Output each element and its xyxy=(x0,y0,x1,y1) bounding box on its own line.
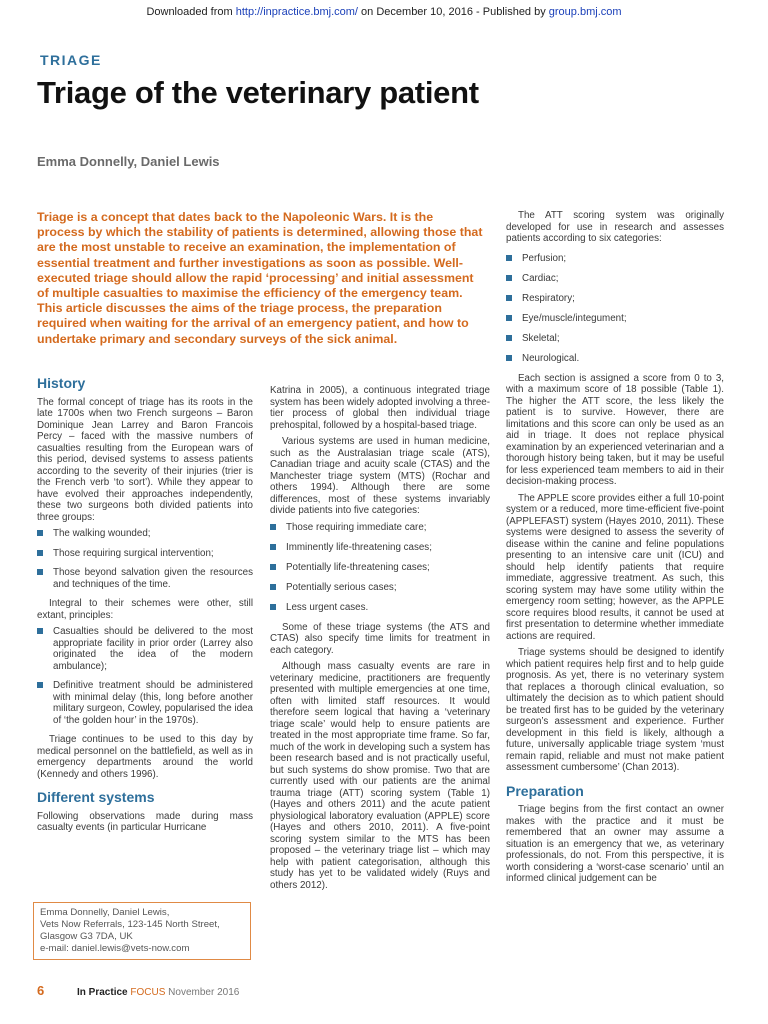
col3-paragraph-3: The APPLE score provides either a full 10-point system or a reduced, more time-efficient five-point (APPLEFAST) system (Hayes 2010, 2011). These systems were designed to assess the severity of disease within the canine and feline populations presenting to an intensive care unit (ICU) and should help identify patients that require immediate, aggressive treatment. As such, this scoring system may have some utility within the emergency room setting; however, as the APPLE score requires blood results, it cannot be used at first presentation to determine whether immediate actions are required. xyxy=(506,492,724,642)
author-email[interactable]: e-mail: daniel.lewis@vets-now.com xyxy=(40,943,190,954)
article-authors: Emma Donnelly, Daniel Lewis xyxy=(37,154,220,169)
list-item: Neurological. xyxy=(506,353,724,365)
address-line-3: Glasgow G3 7DA, UK xyxy=(40,931,133,942)
list-item: Those beyond salvation given the resources and techniques of the time. xyxy=(37,567,253,590)
download-prefix: Downloaded from xyxy=(146,6,236,18)
systems-heading: Different systems xyxy=(37,789,155,805)
list-item: Perfusion; xyxy=(506,253,724,265)
page-footer xyxy=(37,983,737,998)
history-paragraph-1: The formal concept of triage has its roots in the late 1700s when two French surgeons – Baron Dominique Jean Larrey and Baron Francois Percy – faced with the massive numbers of casualties resulting from the European wars of this period, devised systems to assess patients according to the severity of their injuries (trier is the French verb ‘to sort’). While they appear to have evolved their approaches independently, these two surgeons both divided patients into three groups: xyxy=(37,396,253,523)
article-title: Triage of the veterinary patient xyxy=(37,75,479,110)
principles-list xyxy=(37,626,253,726)
publisher-link[interactable]: group.bmj.com xyxy=(548,6,622,18)
issue-date: November 2016 xyxy=(168,987,240,998)
column-3 xyxy=(506,210,724,890)
journal-focus: FOCUS xyxy=(130,987,166,998)
five-categories-list xyxy=(270,522,490,614)
bullet-square-icon xyxy=(270,584,276,590)
bullet-square-icon xyxy=(37,628,43,634)
list-item: Less urgent cases. xyxy=(270,602,490,614)
bullet-square-icon xyxy=(506,355,512,361)
list-item: Imminently life-threatening cases; xyxy=(270,542,490,554)
col2-paragraph-3: Some of these triage systems (the ATS and CTAS) also specify time limits for treatment in each category. xyxy=(270,621,490,656)
col3-paragraph-4: Triage systems should be designed to identify which patient requires help first and to help guide prognosis. As yet, there is no veterinary system that replaces a thorough clinical evaluation, so ultimately the decision as to which patient should be treated first has to be guided by the veterinary surgeon’s assessment and experience. Further development in this field is likely, although a future, universally applicable triage system ‘must remain rapid, reliable and must not make patient assessment cumbersome’ (Chan 2013). xyxy=(506,647,724,773)
col2-paragraph-4: Although mass casualty events are rare in veterinary medicine, practitioners are frequently presented with multiple emergencies at one time, often with limited staff resources. It would therefore seem logical that having a ‘veterinary triage scale’ would help to ensure patients are treated in the most appropriate time frame. So far, much of the work in developing such a system has been research based and is not practically useful, but such systems do show promise. Two that are currently used with our patients are the animal trauma triage (ATT) scoring system (Table 1) (Hayes and others 2011) and the acute patient physiological laboratory evaluation (APPLE) score (Hayes and others 2010, 2011). A five-point scoring system similar to the MTS has been proposed – the veterinary triage list – which may help with patient categorisation, although this study has yet to be validated widely (Ruys and others 2012). xyxy=(270,661,490,891)
bullet-square-icon xyxy=(37,550,43,556)
abstract: Triage is a concept that dates back to the Napoleonic Wars. It is the process by which the stability of patients is determined, allowing those that are the most unstable to receive an examination, the implementation of essential treatment and further investigations as soon as possible. Well-executed triage should allow the rapid ‘processing’ and initial assessment of multiple casualties to maximise the efficiency of the emergency team. This article discusses the aims of the triage process, the preparation required when waiting for the arrival of an emergency patient, and how to undertake primary and secondary surveys of the sick animal. xyxy=(37,210,483,346)
list-item: Eye/muscle/integument; xyxy=(506,313,724,325)
list-item: Respiratory; xyxy=(506,293,724,305)
list-item: Casualties should be delivered to the most appropriate facility in prior order (Larrey also originated the idea of the modern ambulance); xyxy=(37,626,253,672)
column-2 xyxy=(270,385,490,896)
col2-paragraph-2: Various systems are used in human medicine, such as the Australasian triage scale (ATS), Canadian triage and acuity scale (CTAS) and the Manchester triage system (MTS) (Rochar and others 1994). Although there are some differences, most of these systems invariably divide patients into five categories: xyxy=(270,436,490,516)
list-item: Potentially life-threatening cases; xyxy=(270,562,490,574)
address-line-1: Emma Donnelly, Daniel Lewis, xyxy=(40,907,170,918)
bullet-square-icon xyxy=(506,255,512,261)
preparation-heading: Preparation xyxy=(506,782,584,799)
bullet-square-icon xyxy=(37,569,43,575)
list-item: Definitive treatment should be administered with minimal delay (this, long before another military surgeon, Cowley, popularised the idea of ‘the golden hour’ in the 1970s). xyxy=(37,680,253,726)
column-1 xyxy=(37,375,253,839)
author-address-box xyxy=(33,902,251,960)
bullet-square-icon xyxy=(270,544,276,550)
groups-list xyxy=(37,528,253,590)
bullet-square-icon xyxy=(270,564,276,570)
list-item: Those requiring surgical intervention; xyxy=(37,548,253,560)
history-paragraph-3: Triage continues to be used to this day by medical personnel on the battlefield, as well as in emergency departments around the world (Kennedy and others 1996). xyxy=(37,734,253,780)
history-heading: History xyxy=(37,375,86,391)
bullet-square-icon xyxy=(506,335,512,341)
address-line-2: Vets Now Referrals, 123-145 North Street, xyxy=(40,919,220,930)
list-item: Cardiac; xyxy=(506,273,724,285)
history-paragraph-2: Integral to their schemes were other, still extant, principles: xyxy=(37,598,253,621)
col3-paragraph-1: The ATT scoring system was originally developed for use in research and assesses patients according to six categories: xyxy=(506,210,724,244)
list-item: Skeletal; xyxy=(506,333,724,345)
bullet-square-icon xyxy=(37,530,43,536)
list-item: Potentially serious cases; xyxy=(270,582,490,594)
bullet-square-icon xyxy=(270,604,276,610)
download-banner xyxy=(0,6,768,18)
col2-paragraph-1: Katrina in 2005), a continuous integrated triage system has been widely adopted involving a three-tier process of global then individual triage prehospital, followed by a hospital-based triage. xyxy=(270,385,490,431)
att-categories-list xyxy=(506,253,724,365)
bullet-square-icon xyxy=(506,295,512,301)
systems-paragraph-1: Following observations made during mass casualty events (in particular Hurricane xyxy=(37,810,253,833)
list-item: Those requiring immediate care; xyxy=(270,522,490,534)
col3-paragraph-2: Each section is assigned a score from 0 to 3, with a maximum score of 18 possible (Table 1). The higher the ATT score, the less likely the patient is to survive. However, there are limitations and this score can only be used as an aid in triage. It does not replace physical examination by an experienced veterinarian and a thorough history being taken, but it may be useful for less experienced team members to aid in their decision-making process. xyxy=(506,372,724,487)
bullet-square-icon xyxy=(37,682,43,688)
col3-paragraph-5: Triage begins from the first contact an owner makes with the practice and it must be remembered that an owner may assume a situation is an emergency that we, as veterinary professionals, do not. From this perspective, it is worth considering a ‘worst-case scenario’ until an informed clinical judgement can be xyxy=(506,804,724,884)
journal-name: In Practice xyxy=(77,987,128,998)
source-link[interactable]: http://inpractice.bmj.com/ xyxy=(235,6,358,18)
bullet-square-icon xyxy=(506,315,512,321)
page-number: 6 xyxy=(37,983,45,998)
section-tag: TRIAGE xyxy=(40,52,102,68)
list-item: The walking wounded; xyxy=(37,528,253,540)
bullet-square-icon xyxy=(270,524,276,530)
download-middle: on December 10, 2016 - Published by xyxy=(358,6,549,18)
bullet-square-icon xyxy=(506,275,512,281)
